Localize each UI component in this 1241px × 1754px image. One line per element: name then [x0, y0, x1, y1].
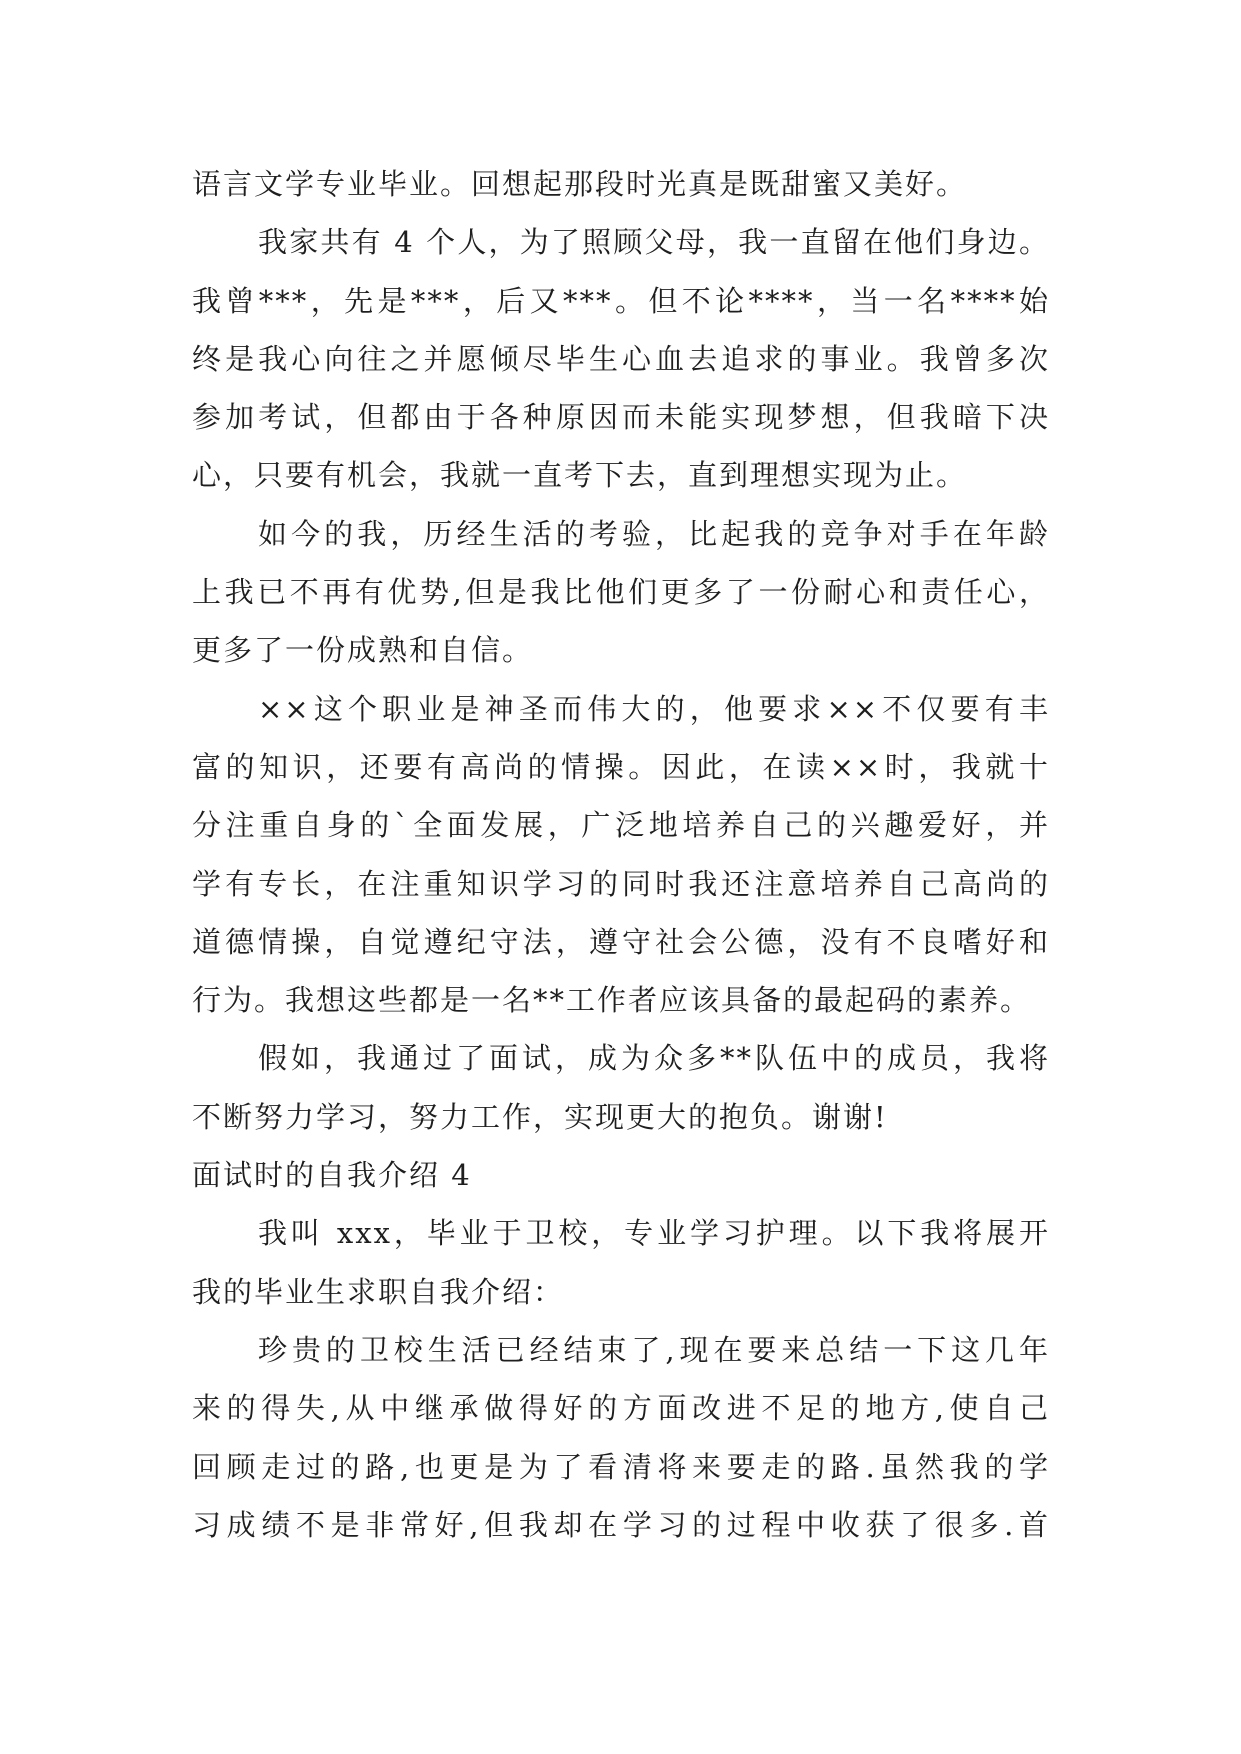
- text-line: 分注重自身的`全面发展，广泛地培养自己的兴趣爱好，并: [192, 808, 1050, 843]
- paragraph: [192, 1321, 1050, 1554]
- text-line: 珍贵的卫校生活已经结束了,现在要来总结一下这几年: [258, 1332, 1050, 1367]
- text-line: 行为。我想这些都是一名**工作者应该具备的最起码的素养。: [192, 983, 1032, 1018]
- text-line: 我家共有 4 个人，为了照顾父母，我一直留在他们身边。: [258, 225, 1050, 260]
- document-body: [192, 155, 1050, 1554]
- paragraph: [192, 213, 1050, 504]
- text-line: 我叫 xxx，毕业于卫校，专业学习护理。以下我将展开: [258, 1216, 1050, 1251]
- text-line: 参加考试，但都由于各种原因而未能实现梦想，但我暗下决: [192, 400, 1050, 435]
- text-line: 回顾走过的路,也更是为了看清将来要走的路.虽然我的学: [192, 1449, 1050, 1484]
- text-line: 不断努力学习，努力工作，实现更大的抱负。谢谢!: [192, 1099, 888, 1134]
- paragraph: [192, 505, 1050, 680]
- text-line: 上我已不再有优势,但是我比他们更多了一份耐心和责任心，: [192, 575, 1050, 610]
- text-line: 我的毕业生求职自我介绍：: [192, 1274, 565, 1309]
- text-line: 学有专长，在注重知识学习的同时我还注意培养自己高尚的: [192, 866, 1050, 901]
- paragraph: [192, 1204, 1050, 1321]
- paragraph: [192, 155, 1050, 213]
- text-line: 心，只要有机会，我就一直考下去，直到理想实现为止。: [192, 458, 968, 493]
- text-line: 如今的我，历经生活的考验，比起我的竞争对手在年龄: [258, 516, 1050, 551]
- section-heading: 面试时的自我介绍 4: [192, 1158, 472, 1193]
- text-line: ××这个职业是神圣而伟大的，他要求××不仅要有丰: [258, 691, 1050, 726]
- text-line: 语言文学专业毕业。回想起那段时光真是既甜蜜又美好。: [192, 167, 968, 201]
- paragraph: [192, 680, 1050, 1030]
- text-line: 终是我心向往之并愿倾尽毕生心血去追求的事业。我曾多次: [192, 341, 1050, 376]
- text-line: 习成绩不是非常好,但我却在学习的过程中收获了很多.首: [192, 1507, 1050, 1542]
- text-line: 富的知识，还要有高尚的情操。因此，在读××时，我就十: [192, 749, 1050, 784]
- text-line: 来的得失,从中继承做得好的方面改进不足的地方,使自己: [192, 1391, 1050, 1426]
- paragraph: [192, 1029, 1050, 1146]
- text-line: 我曾***，先是***，后又***。但不论****，当一名****始: [192, 283, 1050, 318]
- text-line: 道德情操，自觉遵纪守法，遵守社会公德，没有不良嗜好和: [192, 924, 1050, 959]
- text-line: 假如，我通过了面试，成为众多**队伍中的成员，我将: [258, 1041, 1050, 1076]
- text-line: 更多了一份成熟和自信。: [192, 633, 534, 668]
